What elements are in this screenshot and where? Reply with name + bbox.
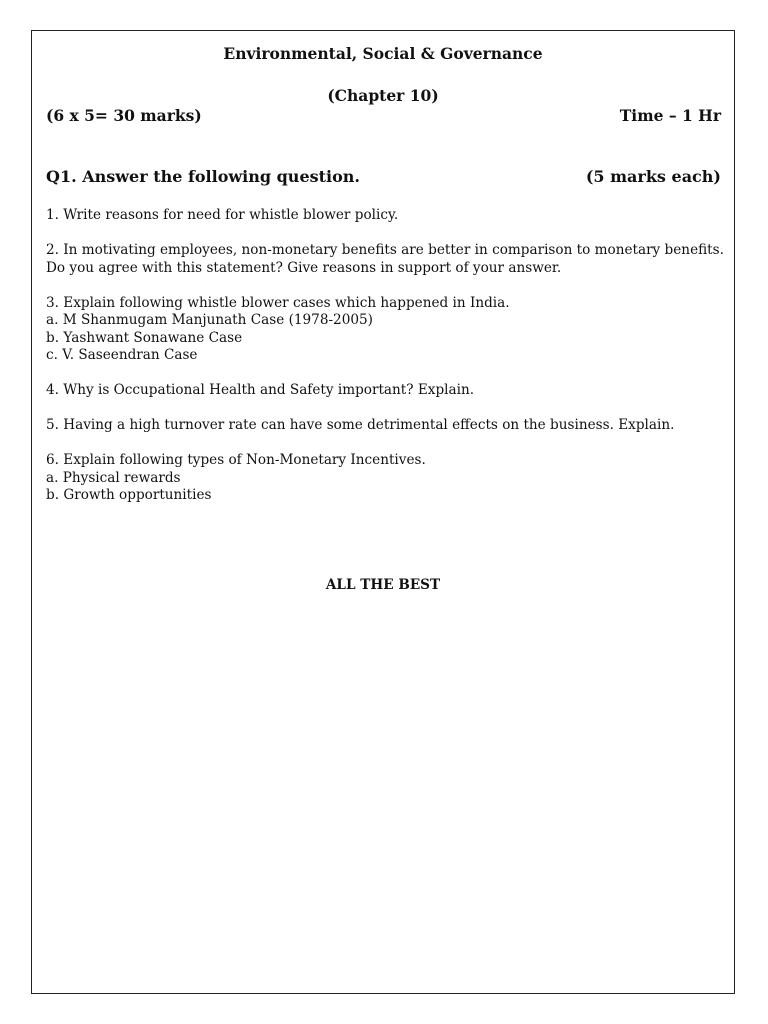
question-2: [46, 242, 726, 277]
question-line: 2. In motivating employees, non-monetary benefits are better in comparison to monetary benefits.: [46, 242, 724, 258]
question-line: 5. Having a high turnover rate can have some detrimental effects on the business. Explain.: [46, 417, 675, 433]
sub-item: a. M Shanmugam Manjunath Case (1978-2005): [46, 312, 373, 328]
sub-item: b. Yashwant Sonawane Case: [46, 329, 243, 346]
question-6: [46, 452, 726, 505]
time-limit: Time – 1 Hr: [619, 106, 721, 125]
closing-message: ALL THE BEST: [325, 577, 441, 593]
question-line: 4. Why is Occupational Health and Safety important? Explain.: [46, 382, 475, 398]
total-marks: (6 x 5= 30 marks): [46, 106, 202, 125]
sub-item: a. Physical rewards: [46, 469, 181, 486]
section-heading-row: [46, 167, 721, 186]
document-title: Environmental, Social & Governance: [223, 44, 543, 63]
question-line: 6. Explain following types of Non-Monetary Incentives.: [46, 452, 426, 468]
question-4: [46, 382, 726, 400]
question-list: [46, 207, 726, 522]
question-line: 1. Write reasons for need for whistle blower policy.: [46, 207, 399, 223]
sub-item: c. V. Saseendran Case: [46, 347, 198, 363]
sub-item: b. Growth opportunities: [46, 487, 212, 503]
chapter-label: (Chapter 10): [327, 86, 439, 105]
question-3: [46, 295, 726, 365]
exam-info-row: [46, 106, 721, 125]
question-5: [46, 417, 726, 435]
question-line: 3. Explain following whistle blower cases which happened in India.: [46, 294, 510, 311]
section-heading: Q1. Answer the following question.: [46, 167, 360, 186]
question-line: Do you agree with this statement? Give reasons in support of your answer.: [46, 259, 562, 276]
section-marks: (5 marks each): [585, 167, 721, 186]
question-1: [46, 207, 726, 225]
